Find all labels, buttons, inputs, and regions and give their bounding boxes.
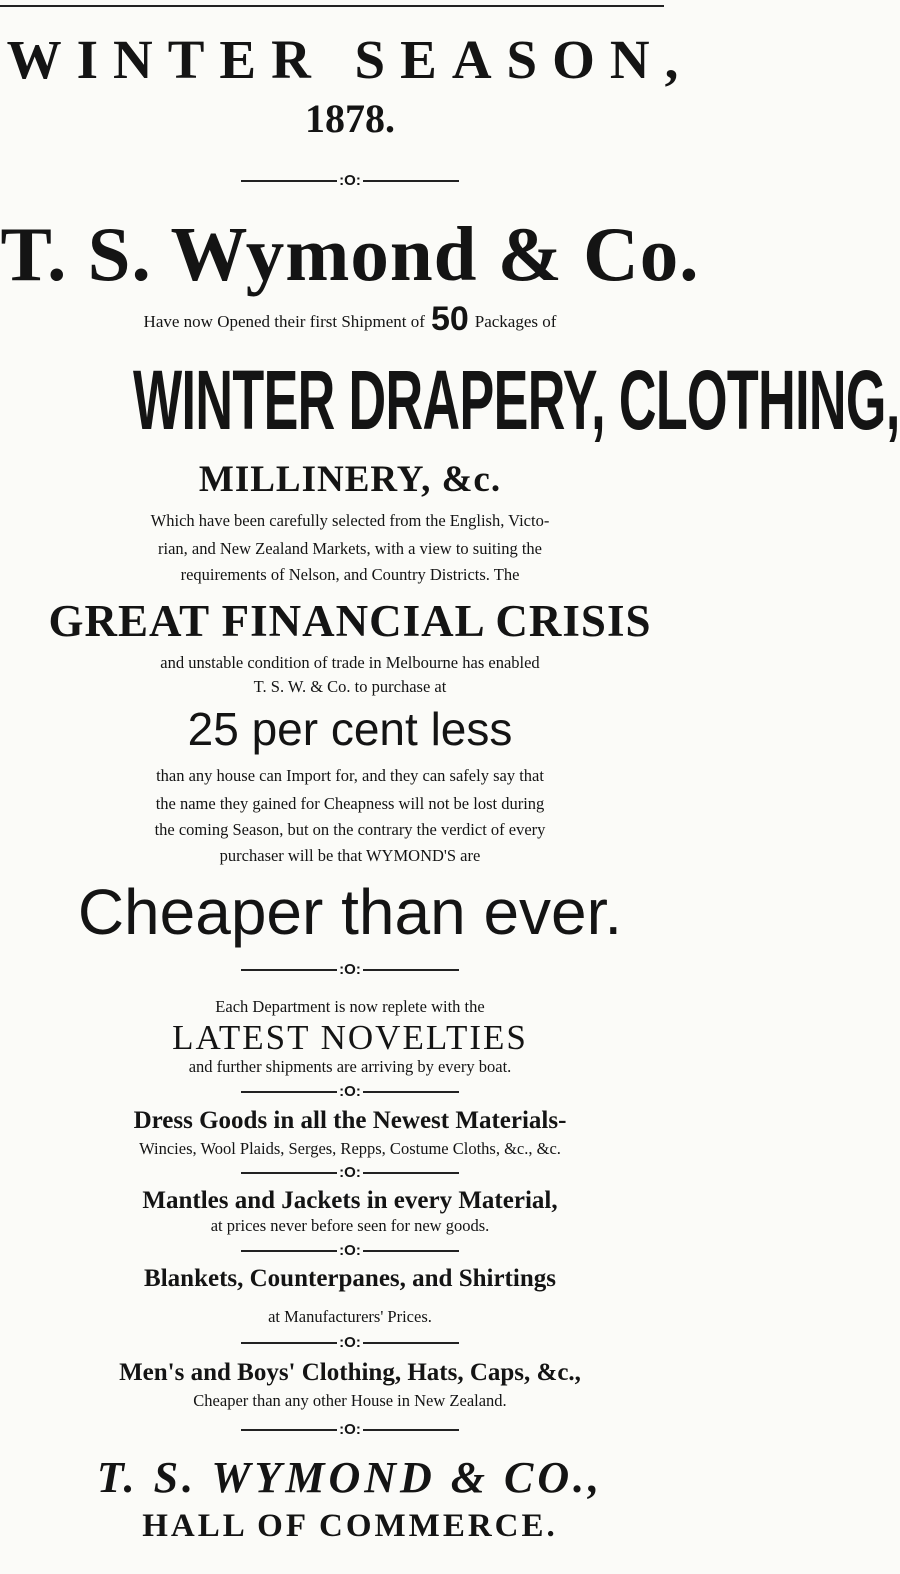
novelties-heading: LATEST NOVELTIES xyxy=(172,1018,528,1057)
footer-company-name: T. S. WYMOND & CO., xyxy=(96,1453,604,1502)
divider: :O: xyxy=(0,1082,700,1101)
description-line: requirements of Nelson, and Country Districts. The xyxy=(180,565,520,584)
shipment-text-after: Packages of xyxy=(474,312,557,331)
season-year: 1878. xyxy=(305,96,395,141)
slogan: Cheaper than ever. xyxy=(77,876,623,948)
season-title: WINTER SEASON, xyxy=(6,29,694,90)
department-detail: Wincies, Wool Plaids, Serges, Repps, Costume Cloths, &c., &c. xyxy=(139,1139,561,1158)
footer-location: HALL OF COMMERCE. xyxy=(142,1508,558,1544)
divider: :O: xyxy=(0,1163,700,1182)
divider: :O: xyxy=(0,171,700,190)
divider: :O: xyxy=(0,960,700,979)
crisis-heading: GREAT FINANCIAL CRISIS xyxy=(48,596,652,646)
department-detail: at prices never before seen for new goods. xyxy=(210,1216,490,1235)
divider: :O: xyxy=(0,1420,700,1439)
company-name: T. S. Wymond & Co. xyxy=(0,211,700,297)
divider: :O: xyxy=(0,1241,700,1260)
department-detail: at Manufacturers' Prices. xyxy=(268,1307,432,1326)
shipment-text-before: Have now Opened their first Shipment of xyxy=(143,312,425,331)
discount-headline: 25 per cent less xyxy=(187,703,513,755)
novelties-note: and further shipments are arriving by every boat. xyxy=(188,1057,512,1076)
shipment-line xyxy=(0,300,700,338)
package-count: 50 xyxy=(430,300,469,338)
claim-line: than any house can Import for, and they can safely say that xyxy=(156,766,544,785)
description-line: Which have been carefully selected from the English, Victo- xyxy=(150,511,550,530)
department-heading: Men's and Boys' Clothing, Hats, Caps, &c., xyxy=(119,1359,581,1386)
department-heading: Mantles and Jackets in every Material, xyxy=(142,1187,558,1214)
claim-line: the coming Season, but on the contrary the verdict of every xyxy=(154,820,546,839)
department-detail: Cheaper than any other House in New Zealand. xyxy=(193,1391,507,1410)
crisis-line: and unstable condition of trade in Melbourne has enabled xyxy=(160,653,540,672)
department-heading: Dress Goods in all the Newest Materials- xyxy=(133,1107,567,1134)
claim-line: purchaser will be that WYMOND'S are xyxy=(219,846,481,865)
description-line: rian, and New Zealand Markets, with a view to suiting the xyxy=(158,539,542,558)
novelties-intro: Each Department is now replete with the xyxy=(215,997,485,1016)
claim-line: the name they gained for Cheapness will not be lost during xyxy=(155,794,545,813)
goods-subheading: MILLINERY, &c. xyxy=(198,459,502,500)
goods-heading: WINTER DRAPERY, CLOTHING, xyxy=(133,353,900,447)
crisis-line: T. S. W. & Co. to purchase at xyxy=(253,677,447,696)
department-heading: Blankets, Counterpanes, and Shirtings xyxy=(144,1265,556,1292)
top-border-rule xyxy=(0,5,664,7)
divider: :O: xyxy=(0,1333,700,1352)
